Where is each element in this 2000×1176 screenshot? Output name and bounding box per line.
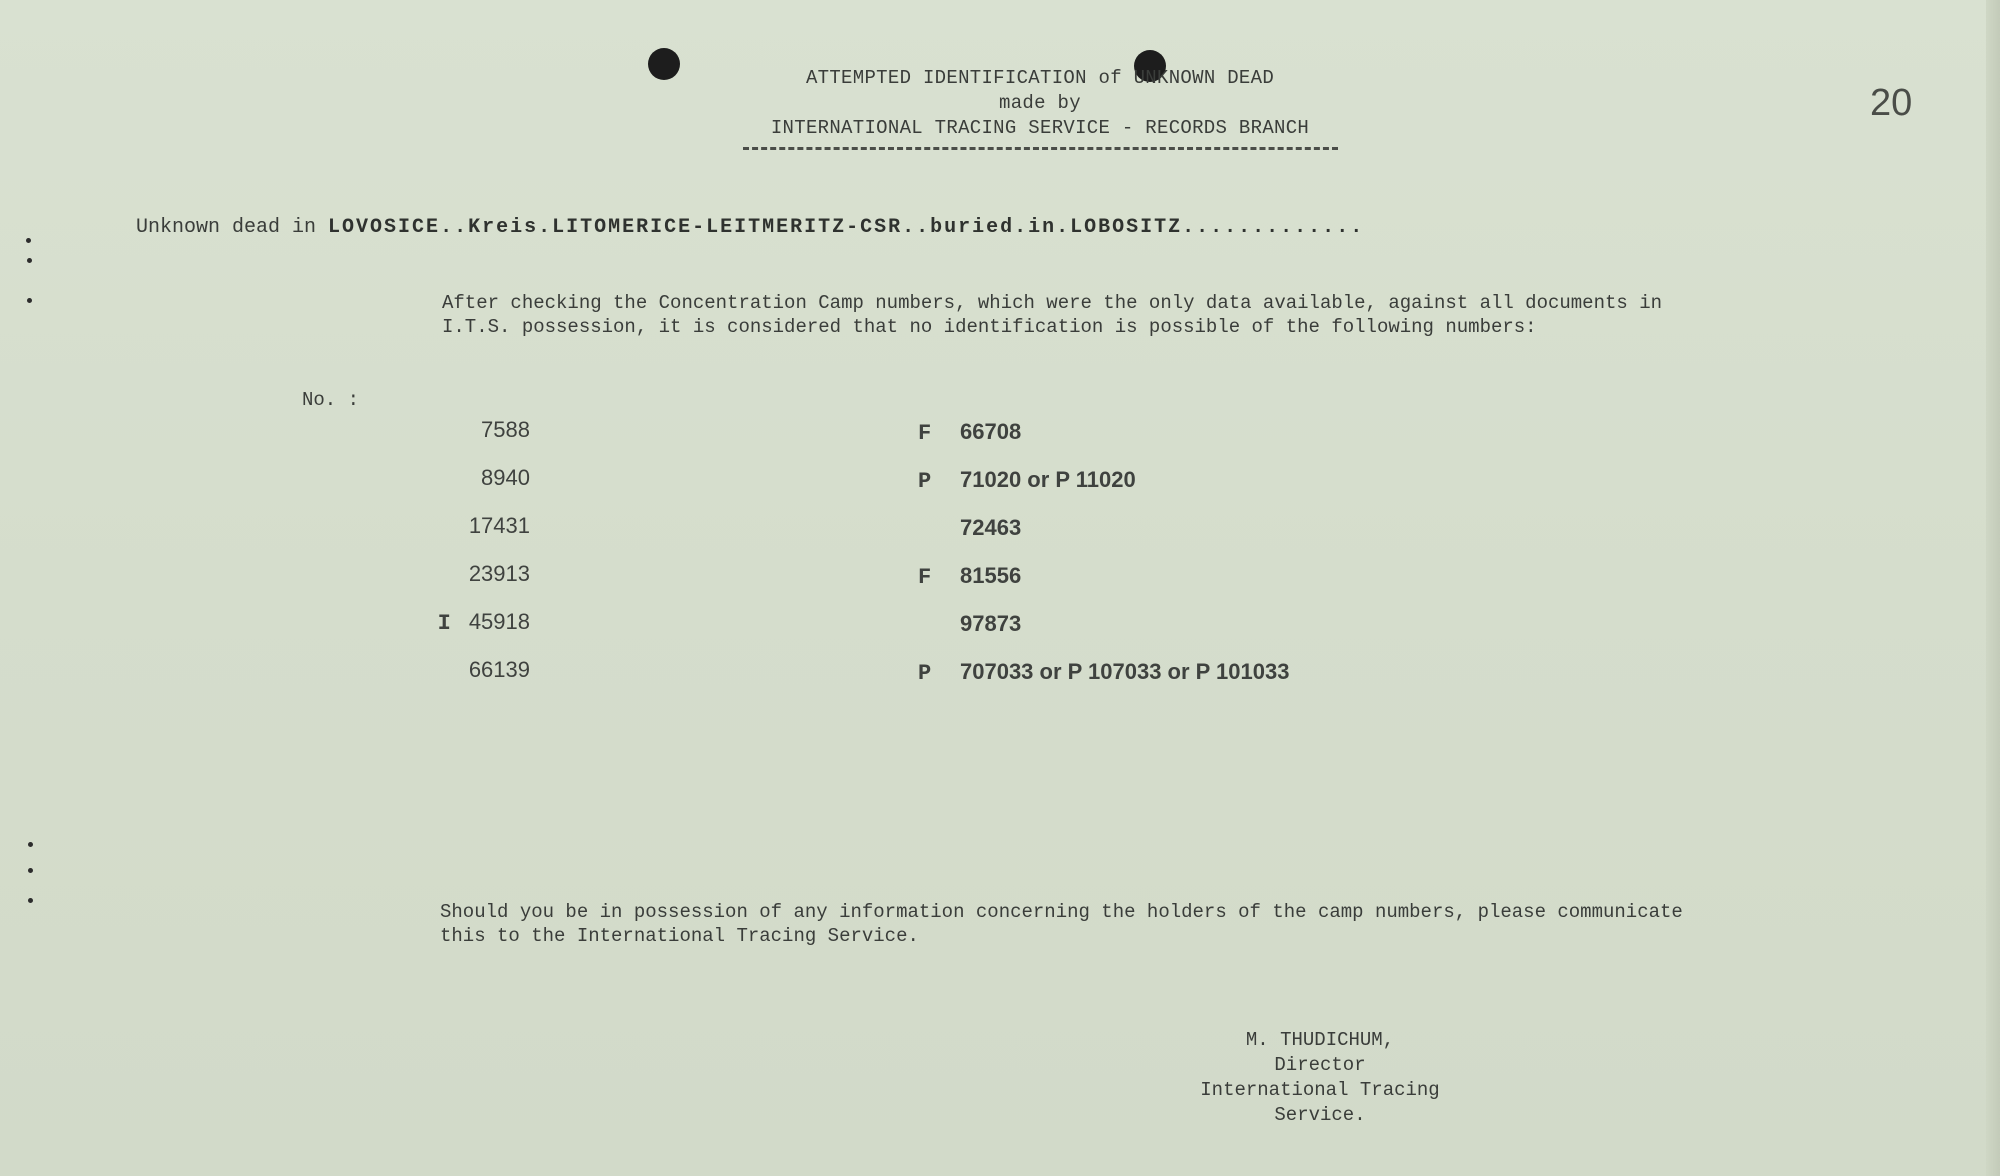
paper-edge: [1986, 0, 2000, 1176]
margin-mark: [28, 868, 33, 873]
document-header: [700, 66, 1380, 150]
number-row: [380, 598, 530, 646]
number-value: 17431: [468, 513, 530, 538]
number-row: [918, 456, 1518, 504]
signature-block: [1150, 1028, 1490, 1128]
location-value: LOVOSICE..Kreis.LITOMERICE-LEITMERITZ-CSR..buried.in.LOBOSITZ.............: [328, 216, 1365, 239]
closing-paragraph: Should you be in possession of any information concerning the holders of the camp numbers, please communicate this to the International Tracing Service.: [440, 901, 1683, 947]
header-subtitle: made by: [999, 92, 1081, 114]
number-prefix: I: [437, 611, 451, 636]
numbers-list-left: [380, 406, 530, 694]
intro-paragraph: After checking the Concentration Camp numbers, which were the only data available, against all documents in I.T.S. possession, it is considered that no identification is possible of the following numbers:: [442, 292, 1662, 338]
signatory-title: Director: [1274, 1054, 1366, 1076]
number-value: 97873: [960, 611, 1022, 636]
page-number: 20: [1870, 82, 1913, 124]
margin-mark: [27, 298, 32, 303]
number-value: 71020 or P 11020: [960, 467, 1136, 492]
number-value: 72463: [960, 515, 1022, 540]
number-prefix: F: [918, 421, 932, 446]
numbers-list-right: [918, 408, 1518, 696]
number-value: 8940: [481, 465, 530, 490]
number-row: [918, 504, 1518, 552]
location-line: [136, 216, 1364, 239]
number-value: 23913: [468, 561, 530, 586]
number-value: 7588: [481, 417, 530, 442]
number-row: [380, 646, 530, 694]
signatory-organization: International Tracing Service.: [1200, 1079, 1440, 1126]
header-organization: INTERNATIONAL TRACING SERVICE - RECORDS BRANCH: [770, 117, 1310, 139]
signatory-name: M. THUDICHUM,: [1245, 1029, 1395, 1051]
number-prefix: P: [918, 661, 932, 686]
margin-mark: [26, 238, 31, 243]
header-underline: [743, 147, 1338, 150]
margin-mark: [27, 258, 32, 263]
punch-hole-left: [648, 48, 680, 80]
number-row: [918, 600, 1518, 648]
number-value: 66708: [960, 419, 1022, 444]
number-value: 81556: [960, 563, 1022, 588]
location-label: Unknown dead in: [136, 216, 317, 239]
number-prefix: P: [918, 469, 932, 494]
number-value: 707033 or P 107033 or P 101033: [960, 659, 1290, 684]
number-prefix: F: [918, 565, 932, 590]
header-title: ATTEMPTED IDENTIFICATION of UNKNOWN DEAD: [805, 67, 1275, 89]
number-row: [918, 408, 1518, 456]
margin-mark: [28, 842, 33, 847]
number-row: [918, 648, 1518, 696]
number-row: [380, 406, 530, 454]
numbers-label: No. :: [302, 389, 360, 411]
number-row: [380, 454, 530, 502]
number-value: 45918: [468, 609, 530, 634]
number-row: [380, 550, 530, 598]
number-row: [918, 552, 1518, 600]
margin-mark: [28, 898, 33, 903]
number-value: 66139: [468, 657, 530, 682]
number-row: [380, 502, 530, 550]
